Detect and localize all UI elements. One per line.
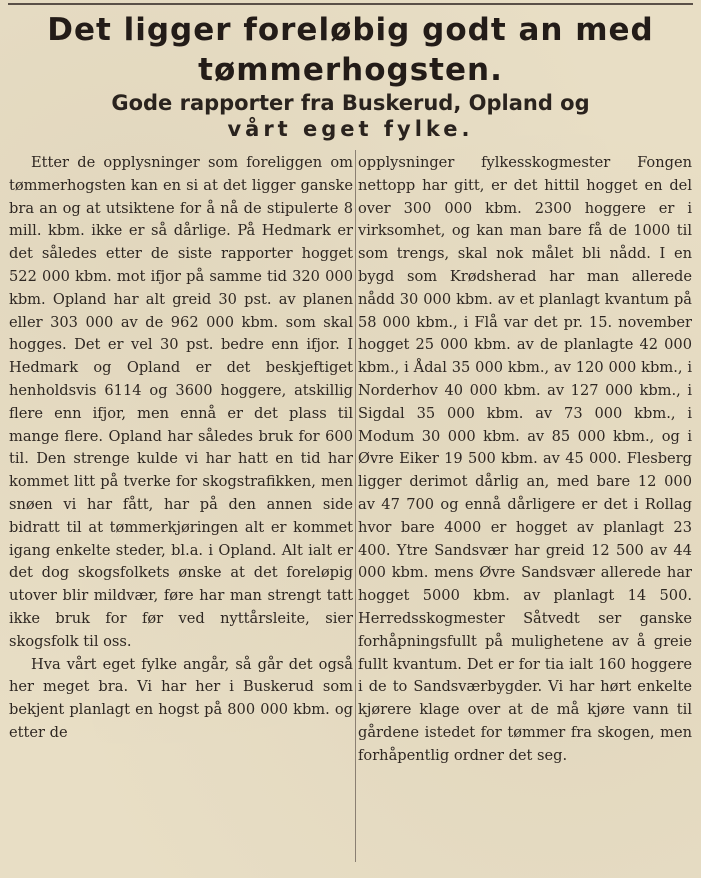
right-paragraph-1: opplysninger fylkesskogmester Fongen nettopp har gitt, er det hittil hogget en del over 300 000 kbm. 2300 hoggere er i virksomhet, og kan man bare få de 1000 til som trengs, skal nok målet bli nådd. I en bygd som Krødsherad har man allerede nådd 30 000 kbm. av et planlagt kvantum på 58 000 kbm., i Flå var det pr. 15. november hogget 25 000 kbm. av de planlagte 42 000 kbm., i Ådal 35 000 kbm., av 120 000 kbm., i Norderhov 40 000 kbm. av 127 000 kbm., i Sigdal 35 000 kbm. av 73 000 kbm., i Modum 30 000 kbm. av 85 000 kbm., og i Øvre Eiker 19 500 kbm. av 45 000. Flesberg ligger derimot dårlig an, med bare 12 000 av 47 700 og ennå dårligere er det i Rollag hvor bare 4000 er hogget av planlagt 23 400. Ytre Sandsvær har greid 12 500 av 44 000 kbm. mens Øvre Sandsvær allerede har hogget 5000 kbm. av planlagt 14 500. Herredsskogmester Såtvedt ser ganske forhåpningsfullt på mulighetene av å greie fullt kvantum. Det er for tia ialt 160 hoggere i de to Sandsværbygder. Vi har hørt enkelte kjørere klage over at de må kjøre vann til gårdene istedet for tømmer fra skogen, men forhåpentlig ordner det seg. [358,154,692,764]
top-rule [8,3,693,5]
column-divider [355,150,356,862]
left-paragraph-1: Etter de opplysninger som foreliggen om tømmerhogsten kan en si at det ligger ganske bra an og at utsiktene for å nå de stipulerte 8 mill. kbm. ikke er så dårlige. På Hedmark er det således etter de siste rapporter hogget 522 000 kbm. mot ifjor på samme tid 320 000 kbm. Opland har alt greid 30 pst. av planen eller 303 000 av de 962 000 kbm. som skal hogges. Det er vel 30 pst. bedre enn ifjor. I Hedmark og Opland er det beskjeftiget henholdsvis 6114 og 3600 hoggere, atskillig flere enn ifjor, men ennå er det plass til mange flere. Opland har således bruk for 600 til. Den strenge kulde vi har hatt en tid har kommet litt på tverke for skogstrafikken, men snøen vi har fått, har på den annen side bidratt til at tømmerkjøringen alt er kommet igang enkelte steder, bl.a. i Opland. Alt ialt er det dog skogsfolkets ønske at det foreløpig utover blir mildvær, føre har man strengt tatt ikke bruk for før ved nyttårsleite, sier skogsfolk til oss. [9,154,353,650]
left-column [9,152,353,745]
subhead-line-2: vårt eget fylke. [227,117,474,141]
headline: Det ligger foreløbig godt an med tømmerhogsten. [47,12,654,88]
right-column [358,152,692,768]
subhead-line-1: Gode rapporter fra Buskerud, Opland og [111,91,590,115]
left-paragraph-2: Hva vårt eget fylke angår, så går det også her meget bra. Vi har her i Buskerud som bekjent planlagt en hogst på 800 000 kbm. og etter de [9,655,353,741]
subheadline [0,90,701,142]
